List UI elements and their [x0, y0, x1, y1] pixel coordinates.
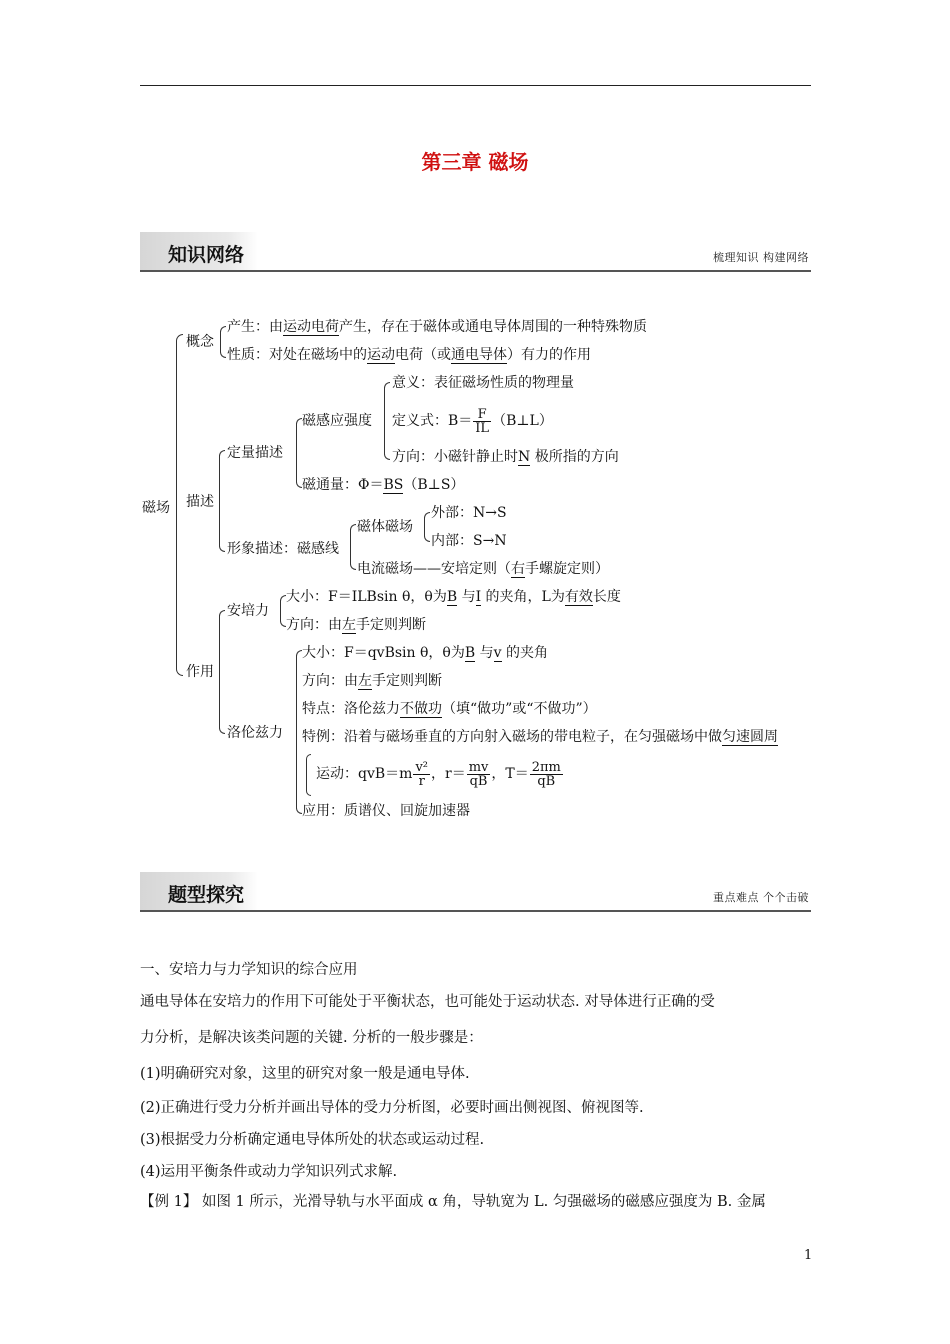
- paragraph-line: 力分析，是解决该类问题的关键. 分析的一般步骤是：: [140, 1030, 483, 1046]
- underlined-text: v: [493, 645, 502, 661]
- node-zuoyong: 作用: [186, 664, 214, 680]
- text: 产生：由: [227, 319, 283, 335]
- text: 极所指的方向: [530, 449, 619, 465]
- text: 运动：qvB＝m: [316, 766, 413, 782]
- node-anpeili: 安培力: [227, 603, 269, 619]
- node-dingyi: [392, 404, 553, 438]
- node-ciganying: 磁感应强度: [302, 413, 372, 429]
- underlined-text: 左: [342, 617, 356, 633]
- underlined-text: 匀速圆周: [722, 729, 778, 745]
- text: ）有力的作用: [507, 347, 591, 363]
- section-header-knowledge: [140, 232, 811, 272]
- underlined-text: B: [446, 589, 458, 605]
- text: 磁通量：Φ＝: [302, 477, 384, 493]
- fraction-numerator: 2πm: [531, 759, 561, 775]
- node-citongliang: [302, 476, 464, 494]
- text: 性质：对处在磁场中的: [227, 347, 367, 363]
- node-waibu: 外部：N→S: [431, 505, 507, 521]
- text: （B⊥S）: [403, 477, 465, 493]
- node-xingxiang: 形象描述：磁感线: [227, 541, 339, 557]
- text: 手定则判断: [356, 617, 426, 633]
- step-item: (4)运用平衡条件或动力学知识列式求解.: [140, 1164, 398, 1180]
- node-ll-fangxiang: [302, 672, 442, 690]
- underlined-text: BS: [383, 477, 404, 493]
- node-gainian: 概念: [186, 334, 214, 350]
- underlined-text: 运动电荷: [283, 319, 339, 335]
- node-tedian: [302, 700, 597, 718]
- section-tag: 重点难点 个个击破: [713, 891, 809, 904]
- text: 大小：F＝qvBsin θ，θ为: [302, 645, 465, 661]
- brace-ciganying: [384, 382, 390, 460]
- node-neibu: 内部：S→N: [431, 533, 507, 549]
- underlined-text: B: [464, 645, 476, 661]
- example-line: 【例 1】 如图 1 所示，光滑导轨与水平面成 α 角，导轨宽为 L. 匀强磁场的磁感应强度为 B. 金属: [140, 1194, 766, 1210]
- fraction: [467, 761, 491, 788]
- text: 定义式：B＝: [392, 413, 473, 429]
- text: 特例：沿着与磁场垂直的方向射入磁场的带电粒子，在匀强磁场中做: [302, 729, 722, 745]
- text: 的夹角: [501, 645, 548, 661]
- underlined-text: 运动: [367, 347, 395, 363]
- fraction-numerator: F: [473, 408, 491, 422]
- paragraph-line: 通电导体在安培力的作用下可能处于平衡状态，也可能处于运动状态. 对导体进行正确的受: [140, 994, 715, 1010]
- node-yundong: [316, 757, 564, 791]
- underlined-text: 有效: [564, 589, 593, 605]
- header-rule: [140, 85, 811, 86]
- section-rule: [140, 270, 811, 272]
- text: （填“做功”或“不做功”）: [442, 701, 597, 717]
- text: 大小：F＝ILBsin θ，θ为: [286, 589, 447, 605]
- text: 电荷（或: [395, 347, 451, 363]
- section-title: 题型探究: [168, 884, 245, 906]
- node-ap-fangxiang: [286, 616, 426, 634]
- node-teli: [302, 728, 778, 746]
- brace-yundong: [306, 754, 311, 796]
- fraction: [530, 761, 563, 788]
- underlined-text: I: [475, 589, 482, 605]
- fraction: [413, 761, 430, 788]
- fraction-denominator: qB: [469, 773, 488, 789]
- text: 与: [457, 589, 476, 605]
- node-ap-daxiao: [286, 588, 621, 606]
- section-rule: [140, 910, 811, 912]
- text: ，T＝: [491, 766, 529, 782]
- step-item: (2)正确进行受力分析并画出导体的受力分析图，必要时画出侧视图、俯视图等.: [140, 1100, 644, 1116]
- fraction-numerator: mv: [468, 759, 489, 775]
- node-luolunzili: 洛伦兹力: [227, 725, 283, 741]
- node-xingzhi: [227, 346, 591, 364]
- section-title: 知识网络: [168, 244, 245, 266]
- node-yiyi: 意义：表征磁场性质的物理量: [392, 375, 574, 391]
- node-dingliang: 定量描述: [227, 445, 283, 461]
- brace-gainian: [220, 326, 226, 358]
- node-dianliu: [357, 560, 609, 578]
- text: 与: [475, 645, 494, 661]
- brace-citi: [424, 512, 430, 542]
- fraction: [473, 408, 491, 435]
- text: 手定则判断: [372, 673, 442, 689]
- node-miaoshu: 描述: [186, 494, 214, 510]
- text: 的夹角，L为: [481, 589, 565, 605]
- node-yingyong: 应用：质谱仪、回旋加速器: [302, 803, 470, 819]
- underlined-text: 不做功: [400, 701, 442, 717]
- node-citi: 磁体磁场: [357, 519, 413, 535]
- fraction-denominator: qB: [537, 773, 556, 789]
- node-fangxiang: [392, 448, 619, 466]
- node-ll-daxiao: [302, 644, 548, 662]
- fraction-denominator: r: [418, 773, 425, 789]
- subsection-heading: 一、安培力与力学知识的综合应用: [140, 962, 358, 978]
- step-item: (1)明确研究对象，这里的研究对象一般是通电导体.: [140, 1066, 470, 1082]
- fraction-denominator: IL: [475, 420, 490, 436]
- text: 产生，存在于磁体或通电导体周围的一种特殊物质: [339, 319, 647, 335]
- page-number: 1: [804, 1248, 813, 1263]
- text: ，r＝: [431, 766, 466, 782]
- text: 特点：洛伦兹力: [302, 701, 400, 717]
- brace-zuoyong: [219, 610, 225, 734]
- chapter-title: 第三章 磁场: [421, 150, 529, 174]
- fraction-numerator: v²: [415, 759, 428, 775]
- node-root: 磁场: [142, 500, 170, 516]
- section-tag: 梳理知识 构建网络: [713, 251, 809, 264]
- section-header-problems: [140, 872, 811, 912]
- underlined-text: N: [518, 449, 531, 465]
- text: （B⊥L）: [492, 413, 553, 429]
- underlined-text: 左: [358, 673, 372, 689]
- underlined-text: 通电导体: [451, 347, 507, 363]
- brace-root: [176, 334, 183, 676]
- text: 方向：由: [286, 617, 342, 633]
- brace-miaoshu: [219, 450, 225, 552]
- text: 长度: [592, 589, 621, 605]
- step-item: (3)根据受力分析确定通电导体所处的状态或运动过程.: [140, 1132, 485, 1148]
- brace-xingxiang: [350, 524, 356, 570]
- text: 电流磁场——安培定则（: [357, 561, 511, 577]
- node-chansheng: [227, 318, 647, 336]
- underlined-text: 右: [511, 561, 525, 577]
- text: 方向：小磁针静止时: [392, 449, 518, 465]
- text: 方向：由: [302, 673, 358, 689]
- text: 手螺旋定则）: [525, 561, 609, 577]
